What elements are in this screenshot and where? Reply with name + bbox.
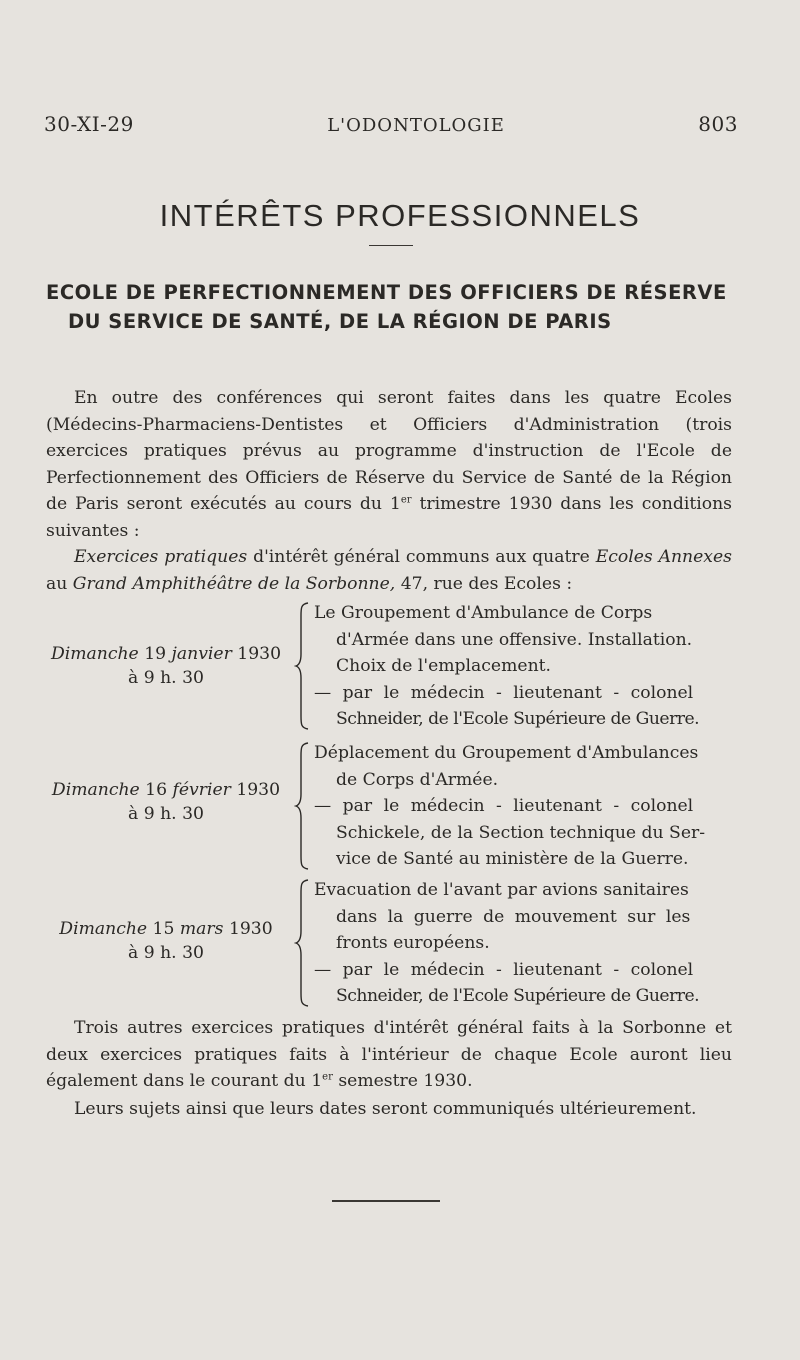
description-line: d'Armée dans une offensive. Installation. — [336, 629, 693, 650]
description-line: Déplacement du Groupement d'Ambulances — [314, 743, 699, 763]
description-line: Schneider, de l'Ecole Supérieure de Guerre. — [336, 986, 700, 1007]
section-title: INTÉRÊTS PROFESSIONNELS — [159, 198, 641, 233]
schedule-description — [314, 600, 732, 733]
description-line: fronts européens. — [336, 933, 490, 954]
schedule-time: à 9 h. 30 — [128, 804, 204, 824]
schedule-day-number: 15 — [152, 919, 175, 939]
intro-paragraph — [46, 385, 732, 545]
practicals-italic-2: Ecoles Annexes — [595, 547, 732, 567]
schedule-day: Dimanche — [51, 780, 140, 800]
schedule-description — [314, 740, 732, 873]
schedule-day-number: 16 — [145, 780, 168, 800]
running-header — [44, 112, 738, 136]
practicals-italic-1: Exercices pratiques — [74, 547, 248, 567]
intro-sup: er — [400, 494, 412, 506]
issue-date: 30-XI-29 — [44, 112, 134, 136]
brace-icon — [294, 879, 310, 1007]
schedule-day-number: 19 — [144, 644, 167, 664]
schedule-date — [30, 642, 302, 690]
schedule-year: 1930 — [237, 644, 282, 664]
practicals-paragraph — [46, 544, 732, 597]
description-line: Schneider, de l'Ecole Supérieure de Guerre. — [336, 709, 700, 730]
schedule-month: février — [172, 780, 231, 800]
practicals-text-2: au — [46, 573, 73, 594]
description-line: — par le médecin - lieutenant - colonel — [314, 959, 694, 980]
description-line: Evacuation de l'avant par avions sanitaires — [314, 880, 689, 900]
description-line: Schickele, de la Section technique du Ser- — [336, 822, 706, 843]
schedule-year: 1930 — [236, 780, 281, 800]
title-divider — [369, 245, 413, 246]
description-line: Le Groupement d'Ambulance de Corps — [314, 603, 653, 623]
description-line: de Corps d'Armée. — [336, 769, 499, 790]
schedule-time: à 9 h. 30 — [128, 943, 204, 963]
intro-text-end: trimestre 1930 dans les conditions suivantes : — [46, 494, 732, 541]
practicals-text-3: 47, rue des Ecoles : — [395, 573, 573, 594]
schedule-description — [314, 877, 732, 1010]
schedule-time: à 9 h. 30 — [128, 668, 204, 688]
others-paragraph — [46, 1015, 732, 1095]
page-number: 803 — [698, 112, 738, 136]
article-title: ECOLE DE PERFECTIONNEMENT DES OFFICIERS DE RÉSERVE DU SERVICE DE SANTÉ, DE LA RÉGION DE PARIS — [46, 281, 727, 333]
schedule-day: Dimanche — [50, 644, 139, 664]
others-text-end: semestre 1930. — [332, 1071, 473, 1092]
journal-name: L'ODONTOLOGIE — [327, 115, 505, 136]
schedule-month: mars — [179, 919, 224, 939]
closing-divider — [332, 1200, 440, 1202]
practicals-italic-3: Grand Amphithéâtre de la Sorbonne, — [72, 573, 396, 594]
others-sup: er — [322, 1071, 333, 1083]
description-line: — par le médecin - lieutenant - colonel — [314, 796, 694, 817]
subjects-paragraph: Leurs sujets ainsi que leurs dates seront communiqués ultérieurement. — [74, 1099, 697, 1119]
schedule-month: janvier — [171, 644, 232, 664]
brace-icon — [294, 742, 310, 870]
others-text: Trois autres exercices pratiques d'intérêt général faits à la Sorbonne et deux exercices pratiques faits à l'intérieur de chaque Ecole auront lieu également dans le courant du 1 — [46, 1018, 732, 1092]
schedule-date — [30, 917, 302, 965]
description-line: dans la guerre de mouvement sur les — [336, 906, 691, 927]
schedule-date — [30, 778, 302, 826]
description-line: Choix de l'emplacement. — [336, 656, 552, 677]
brace-icon — [294, 602, 310, 730]
intro-text: En outre des conférences qui seront faites dans les quatre Ecoles (Médecins-Pharmaciens-Dentistes et Officiers d'Administration (trois exercices pratiques prévus au programme d'instruction de l'Ecole de Perfectionnement des Officiers de Réserve du Service de Santé de la Région de Paris seront exécutés au cours du 1 — [46, 388, 732, 515]
description-line: — par le médecin - lieutenant - colonel — [314, 682, 694, 703]
description-line: vice de Santé au ministère de la Guerre. — [336, 849, 689, 870]
schedule-day: Dimanche — [59, 919, 148, 939]
practicals-text-1: d'intérêt général communs aux quatre — [247, 547, 596, 567]
schedule-year: 1930 — [228, 919, 273, 939]
